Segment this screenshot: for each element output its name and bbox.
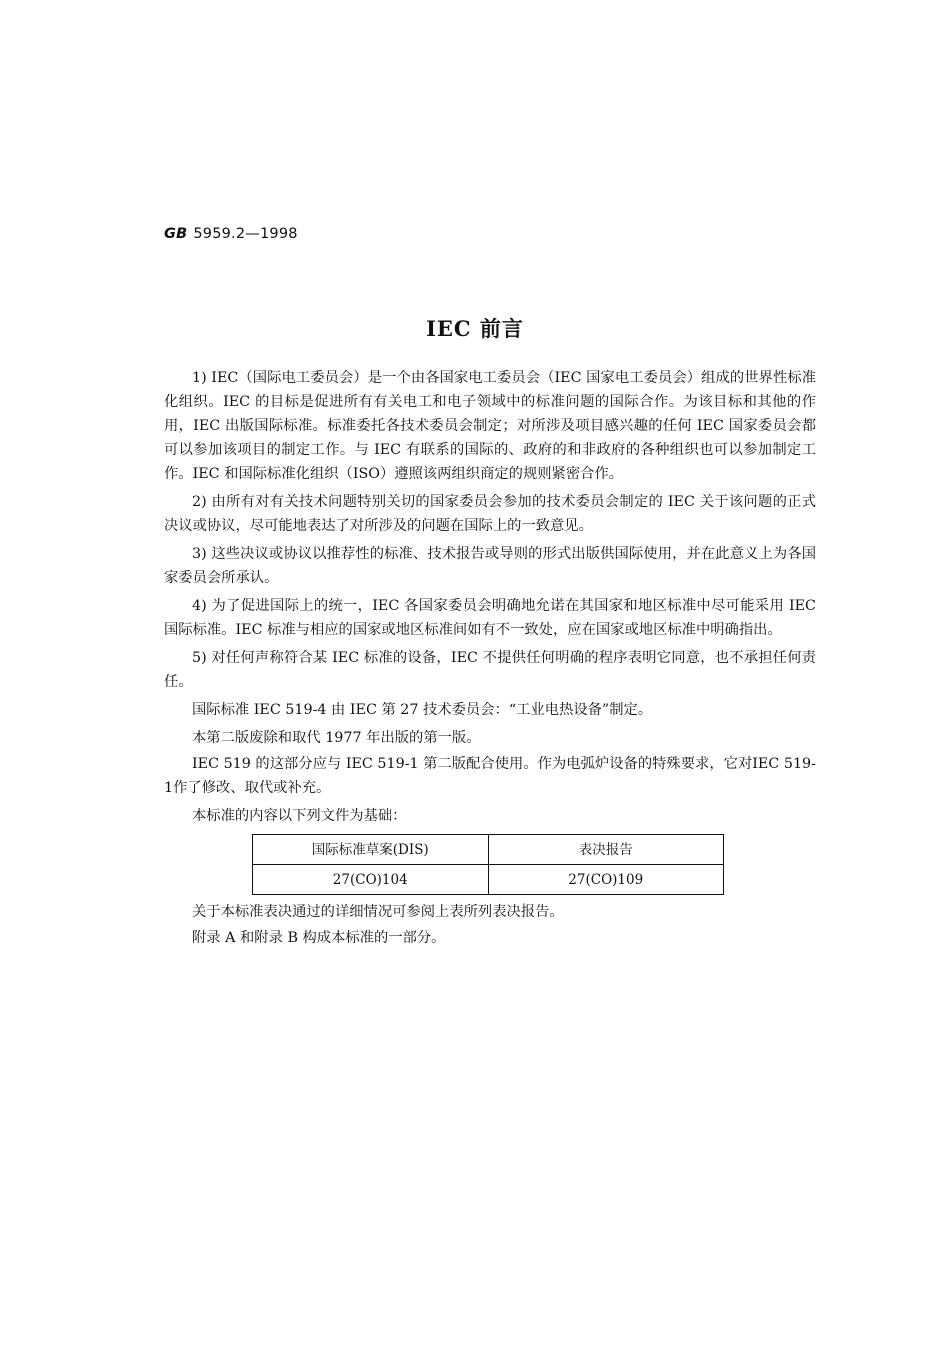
clause-5: 5) 对任何声称符合某 IEC 标准的设备，IEC 不提供任何明确的程序表明它同意，也不承担任何责任。 (164, 650, 816, 690)
page-title: IEC 前言 (426, 316, 524, 341)
committee-paragraph: 国际标准 IEC 519-4 由 IEC 第 27 技术委员会：“工业电热设备”制定。 (192, 702, 653, 718)
usage-paragraph: IEC 519 的这部分应与 IEC 519-1 第二版配合使用。作为电弧炉设备的特殊要求，它对IEC 519-1作了修改、取代或补充。 (164, 756, 816, 796)
table-cell-dis: 27(CO)104 (253, 865, 489, 895)
standard-code (164, 226, 298, 242)
annex-note: 附录 A 和附录 B 构成本标准的一部分。 (192, 930, 446, 946)
foreword-body (164, 366, 816, 954)
standard-number: 5959.2—1998 (193, 226, 298, 242)
clause-2: 2) 由所有对有关技术问题特别关切的国家委员会参加的技术委员会制定的 IEC 关于该问题的正式决议或协议，尽可能地表达了对所涉及的问题在国际上的一致意见。 (164, 494, 816, 534)
table-row (253, 865, 724, 895)
clause-4: 4) 为了促进国际上的统一，IEC 各国家委员会明确地允诺在其国家和地区标准中尽可能采用 IEC 国际标准。IEC 标准与相应的国家或地区标准间如有不一致处，应在国家或地区标准中明确指出。 (164, 598, 816, 638)
edition-paragraph: 本第二版废除和取代 1977 年出版的第一版。 (192, 730, 481, 746)
clause-3: 3) 这些决议或协议以推荐性的标准、技术报告或导则的形式出版供国际使用，并在此意义上为各国家委员会所承认。 (164, 546, 816, 586)
table-header-row (253, 835, 724, 865)
standard-prefix: GB (164, 226, 188, 242)
table-header-voting-report: 表决报告 (488, 835, 724, 865)
table-cell-voting-report: 27(CO)109 (488, 865, 724, 895)
basis-intro: 本标准的内容以下列文件为基础： (192, 808, 407, 824)
clause-1: 1) IEC（国际电工委员会）是一个由各国家电工委员会（IEC 国家电工委员会）组成的世界性标准化组织。IEC 的目标是促进所有有关电工和电子领域中的标准问题的国际合作。为该目标和其他的作用，IEC 出版国际标准。标准委托各技术委员会制定；对所涉及项目感兴趣的任何 IEC 国家委员会都可以参加该项目的制定工作。与 IEC 有联系的国际的、政府的和非政府的各种组织也可以参加制定工作。IEC 和国际标准化组织（ISO）遵照该两组织商定的规则紧密合作。 (164, 370, 816, 482)
basis-table (252, 834, 724, 895)
table-header-dis: 国际标准草案(DIS) (253, 835, 489, 865)
voting-note: 关于本标准表决通过的详细情况可参阅上表所列表决报告。 (192, 904, 564, 920)
